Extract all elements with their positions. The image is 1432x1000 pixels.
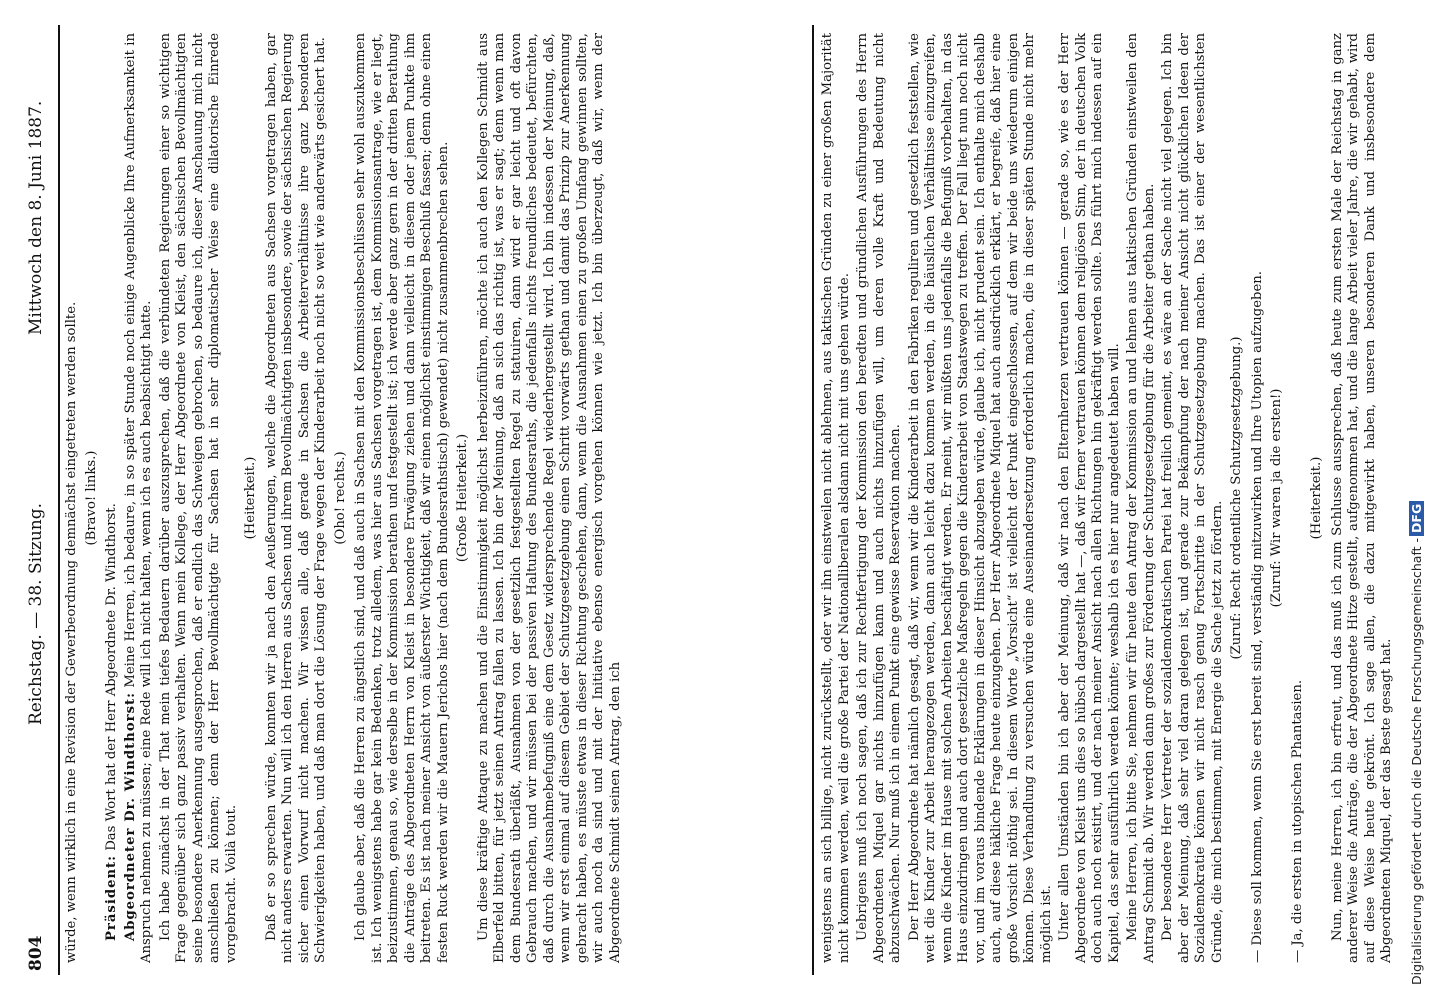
paragraph-text: wenigstens an sich billige, nicht zurückstellt, oder wir ihn einstweilen nicht ablehnen, aus taktischen Gründen zu einer großen Majorität nicht kommen werden, weil die große Partei der Nationalliberalen alsdann nicht mit uns gehen würde.: [820, 33, 852, 963]
speaker-name: Präsident:: [104, 854, 119, 941]
page-number: 804: [26, 935, 46, 971]
paragraph-text: Der besondere Herr Vertreter der sozialdemokratischen Partei hat freilich gemeint, es wäre an der Sache nicht viel gelegen. Ich bin aber der Meinung, daß sehr viel daran gelegen ist, und gerade zur Bekämpfung der nach meiner Ansicht nicht glücklichen Ideen der Sozialdemokratie können wir nicht rasch genug Fortschritte in der Schutzgesetzgebung machen. Das ist einer der wesentlichsten Gründe, die mich bestimmen, mit Energie die Sache jetzt zu fördern.: [1160, 33, 1225, 963]
paragraph-text: — Diese soll kommen, wenn Sie erst bereit sind, verständig mitzuwirken und Ihre Utopien aufzugeben.: [1249, 271, 1265, 963]
session-title: Reichstag. — 38. Sitzung.: [26, 502, 46, 725]
paragraph-text: Um diese kräftige Attaque zu machen und die Einstimmigkeit möglichst herbeizuführen, möchte ich auch den Kollegen Schmidt aus Elberfeld bitten, für jetzt seinen Antrag fallen zu lassen. Ich bin der Meinung, daß an sich das richtig ist, was er sagt; denn wenn man dem Bundesrath überläßt, Ausnahmen von der gesetzlich festgestellten Regel zu statuiren, dann wird er gar leicht und oft davon Gebrauch machen, und wir müssen bei der passiven Haltung des Bundesraths, die jedenfalls nichts freundliches bedeutet, befürchten, daß durch die Ausnahmebefugniß eine dem Gesetz widersprechende Regel wiederhergestellt wird. Ich bin indessen der Meinung, daß, wenn wir erst einmal auf diesem Gebiet der Schutzgesetzgebung einen Schritt vorwärts gethan und damit das Prinzip zur Anerkennung gebracht haben, es müsste etwas in dieser Richtung geschehen, dann, wenn die Ausnahmen einen zu großen Umfang gewinnen sollten, wir auch noch da sind und mit der Initiative ebenso energisch vorgehen können wie jetzt. Ich bin überzeugt, daß wir, wenn der Abgeordnete Schmidt seinen Antrag, den ich: [475, 33, 623, 963]
text-column-left: [64, 33, 809, 963]
session-date: Mittwoch den 8. Juni 1887.: [26, 100, 46, 335]
paragraph-text: Uebrigens muß ich noch sagen, daß ich zur Rechtfertigung der Kommission den beredten und gründlichen Ausführungen des Herrn Abgeordneten Miquel gar nichts hinzufügen kann und auch nichts hinzufügen will, um deren volle Kraft und Bedeutung nicht abzuschwächen. Nur muß ich in einem Punkt eine gewisse Reservation machen.: [855, 33, 903, 963]
paragraph: [1057, 33, 1123, 963]
dfg-logo: DFG: [1409, 501, 1424, 536]
interjection: [1269, 33, 1286, 963]
interjection: [1229, 33, 1246, 963]
paragraph: [264, 33, 330, 963]
paragraph-text: würde, wenn wirklich in eine Revision der Gewerbeordnung demnächst eingetreten werden sollte.: [64, 301, 79, 963]
interjection: [455, 33, 472, 963]
paragraph: [353, 33, 452, 963]
paragraph: [855, 33, 905, 963]
paragraph-text: Daß er so sprechen würde, konnten wir ja nach den Aeußerungen, welche die Abgeordneten aus Sachsen vorgetragen haben, gar nicht anders erwarten. Nun will ich den Herren aus Sachsen und ihrem Bevollmächtigten insbesondere, sowie der sächsischen Regierung sicher einen Vorwurf nicht machen. Wir wissen alle, daß gerade in Sachsen die Arbeiterverhältnisse ihre ganz besonderen Schwierigkeiten haben, und daß man dort die Lösung der Frage wegen der Kinderarbeit noch nicht so weit wie anderwärts gesichert hat.: [263, 33, 328, 963]
text-column-right: [820, 33, 1406, 963]
column-divider: [812, 25, 814, 975]
interjection: [243, 33, 260, 963]
interjection: [84, 33, 101, 963]
running-header: [20, 25, 58, 975]
paragraph: [907, 33, 1056, 963]
interjection: [333, 33, 350, 963]
interjection: [1309, 33, 1326, 963]
paragraph-text: Meine Herren, ich bitte Sie, nehmen wir für heute den Antrag der Kommission an und lehnen aus taktischen Gründen einstweilen den Antrag Schmidt ab. Wir werden dann großes zur Förderung der Schutzgesetzgebung für die Arbeiter gethan haben.: [1125, 33, 1157, 963]
credit-text: Digitalisierung gefördert durch die Deutsche Forschungsgemeinschaft -: [1409, 537, 1424, 985]
digitization-credit: [1406, 0, 1432, 1000]
paragraph-text: Ich habe zunächst in der That mein tiefes Bedauern darüber auszusprechen, daß die verbündeten Regierungen einer so wichtigen Frage gegenüber sich ganz passiv verhalten. Wenn mein Kollege, der Herr Abgeordnete von Kleist, den sächsischen Bevollmächtigten seine besondere Anerkennung ausgesprochen, daß er endlich das Schweigen gebrochen, so bedaure ich, dieser Anschauung mich nicht anschließen zu können; denn der Herr Bevollmächtigte für Sachsen hat in sehr diplomatischer Weise eine dilatorische Einrede vorgebracht. Voilà tout.: [157, 33, 239, 963]
paragraph: [1125, 33, 1158, 963]
paragraph: [1330, 33, 1396, 963]
continued-paragraph: [820, 33, 853, 963]
paragraph-text: Ich glaube aber, daß die Herren zu ängstlich sind, und daß auch in Sachsen mit den Kommissionsbeschlüssen sehr wohl auszukommen ist. Ich wenigstens habe gar kein Bedenken, trotz alledem, was hier aus Sachsen vorgetragen ist, dem Kommissionsantrage, wie er liegt, beizustimmen, genau so, wie derselbe in der Kommission berathen und festgestellt ist; ich werde aber ganz gern in der dritten Berathung die Anträge des Abgeordneten Herrn von Kleist in besondere Erwägung ziehen und dann vielleicht in diesem oder jenem Punkte ihm beitreten. Es ist nach meiner Ansicht von äußerster Wichtigkeit, daß wir einen möglichst einstimmigen Beschluß fassen; denn ohne einen festen Ruck werden wir die Mauern Jerichos hier (nach dem Bundesrathstisch) gewendet) nicht zusammenbrechen sehen.: [353, 33, 451, 963]
paragraph-text: Unter allen Umständen bin ich aber der Meinung, daß wir nach den Elternherzen vertrauen können — gerade so, wie es der Herr Abgeordnete von Kleist uns dies so hübsch dargestellt hat —, daß wir ferner vertrauen können dem religiösen Sinn, der in deutschen Volk doch auch noch existirt, und der nach meiner Ansicht nach allen Richtungen hin gekräftigt werden sollte. Das führt mich indessen auf ein Kapitel, das sehr ausführlich werden könnte; weshalb ich es hier nur angedeutet haben will.: [1057, 33, 1122, 963]
speaker-name: Abgeordneter Dr. Windthorst:: [122, 692, 138, 941]
credit-line: [1409, 5, 1429, 985]
paragraph-text: (Zuruf: Recht ordentliche Schutzgesetzgebung.): [1229, 336, 1244, 660]
continued-paragraph: [64, 33, 81, 963]
paragraph-text: Der Herr Abgeordnete hat nämlich gesagt, daß wir, wenn wir die Kinderarbeit in den Fabriken reguliren und gesetzlich feststellen, wie weit die Kinder zur Arbeit herangezogen werden, dann auch leicht dazu kommen werden, in die häuslichen Verhältnisse einzugreifen, wenn die Kinder im Hause mit solchen Arbeiten beschäftigt werden. Er meint, wir müßten uns jedenfalls die Befugniß vorbehalten, in das Haus einzudringen und auch dort gesetzliche Maßregeln gegen die Kinderarbeit von Staatswegen zu treffen. Der Fall liegt nun noch nicht vor, und im voraus bindende Erklärungen in dieser Hinsicht abzugeben würde, glaube ich, nicht prudent sein. Ich enthalte mich deshalb auch, auf diese häkliche Frage heute einzugehen. Der Herr Abgeordnete Miquel hat auch ausdrücklich erklärt, er begreife, daß hier eine große Vorsicht nöthig sei. In diesem Worte „Vorsicht“ ist vielleicht der Punkt eingeschlossen, auf dem wir beide uns wiederum einigen können. Diese Verhandlung zu versuchen würde eine Auseinandersetzung erforderlich machen, die in dieser späten Stunde nicht mehr möglich ist.: [906, 33, 1054, 963]
paragraph: [476, 33, 625, 963]
paragraph-text: (Zuruf: Wir waren ja die ersten!): [1269, 388, 1284, 608]
header-rule: [58, 25, 60, 975]
paragraph-text: (Heiterkeit.): [1309, 456, 1324, 540]
paragraph-text: (Oho! rechts.): [332, 451, 348, 545]
paragraph-text: — Ja, die ersten in utopischen Phantasien.: [1289, 679, 1305, 963]
paragraph-text: (Bravo! links.): [83, 450, 99, 546]
speaker-paragraph: [123, 33, 156, 963]
paragraph-text: (Große Heiterkeit.): [455, 433, 470, 563]
reply-paragraph: [1290, 33, 1307, 963]
paragraph: [1160, 33, 1226, 963]
paragraph-text: Meine Herren, ich bedaure, in so später Stunde noch einige Augenblicke Ihre Aufmerksamkeit in Anspruch nehmen zu müssen; eine Rede will ich nicht halten, wenn ich es auch beabsichtigt hatte.: [122, 33, 154, 963]
paragraph-text: (Heiterkeit.): [243, 456, 258, 540]
paragraph-text: Das Wort hat der Herr Abgeordnete Dr. Windthorst.: [104, 503, 119, 851]
speaker-paragraph: [104, 33, 121, 963]
paragraph: [158, 33, 241, 963]
rotated-page-content: [20, 25, 1410, 975]
reply-paragraph: [1250, 33, 1267, 963]
paragraph-text: Nun, meine Herren, ich bin erfreut, und das muß ich zum Schlusse aussprechen, daß heute zum ersten Male der Reichstag in ganz anderer Weise die Anträge, die der Abgeordnete Hitze gestellt, aufgenommen hat, und die lange Arbeit vieler Jahre, die wir gehabt, wird auf diese Weise heute gekrönt. Ich sage allen, die dazu mitgewirkt haben, unseren besonderen Dank und insbesondere dem Abgeordneten Miquel, der das Beste gesagt hat.: [1329, 33, 1394, 963]
